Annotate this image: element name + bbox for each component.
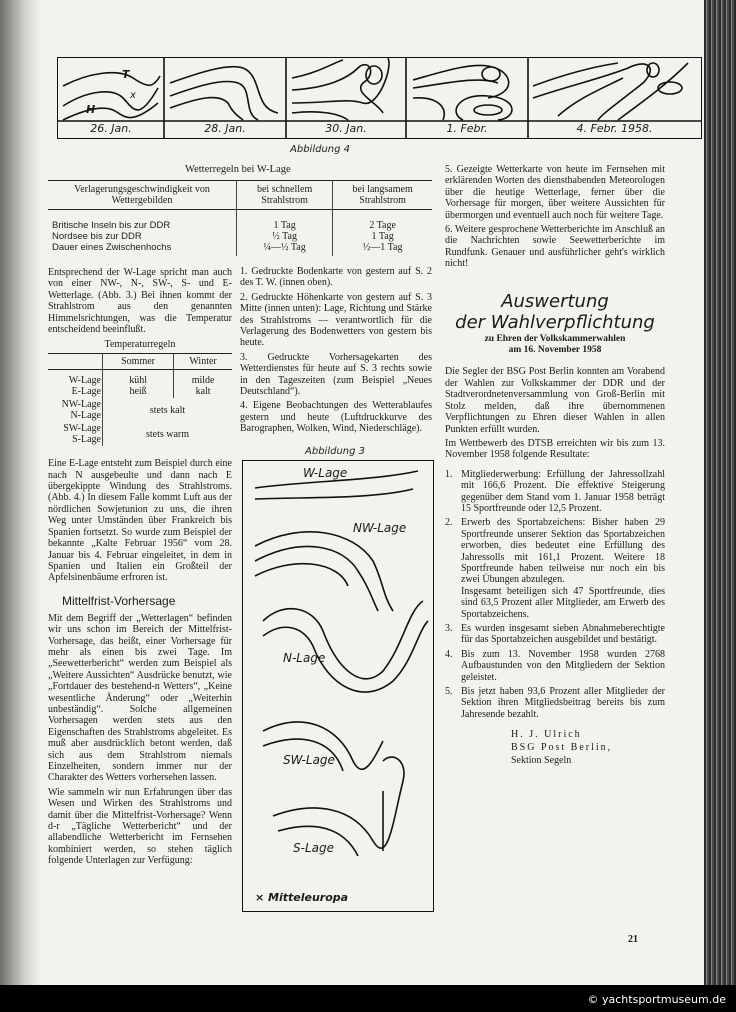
cell: NW-Lage N-Lage bbox=[61, 399, 101, 422]
cell: 2 Tage bbox=[369, 220, 396, 231]
cell: kalt bbox=[195, 386, 211, 398]
paragraph: Im Wettbewerb des DTSB erreichten wir bis zum 13. November 1958 folgende Resultate: bbox=[445, 437, 665, 461]
weather-rules-table bbox=[48, 180, 432, 256]
cell: 1 Tag bbox=[273, 220, 296, 231]
paragraph: Entsprechend der W-Lage spricht man auch von einer NW-, N-, SW-, S- und E-Wetterlage. (Abb. 3.) Bei ihnen kommt der Strahlstrom aus den genannten Himmelsrichtungen, was die Temperatur entscheidend beeinflußt. bbox=[48, 267, 232, 336]
article-title-line-1: Auswertung bbox=[501, 290, 609, 312]
item-number: 2. bbox=[445, 517, 453, 529]
cell: Dauer eines Zwischenhochs bbox=[52, 242, 172, 253]
page-number: 21 bbox=[628, 934, 638, 945]
cell: Nordsee bis zur DDR bbox=[52, 231, 142, 242]
cell: W-Lage bbox=[68, 375, 101, 387]
list-item: 3. Gedruckte Vorhersagekarten des Wetterdienstes für heute auf S. 3 rechts sowie in den Tageszeiten (zum Beispiel „Neues Deutschland“). bbox=[240, 351, 432, 398]
map-label-t: T bbox=[122, 68, 130, 81]
section-heading: Mittelfrist-Vorhersage bbox=[62, 593, 176, 608]
item-text: Es wurden insgesamt sieben Abnahmeberechtigte für das Sportabzeichen ausgebildet und bestätigt. bbox=[461, 623, 665, 646]
item-text: Bis jetzt haben 93,6 Prozent aller Mitglieder der Sektion ihren Mitgliedsbeitrag bereits bis zum Jahresende bezahlt. bbox=[461, 686, 665, 720]
item-text: Insgesamt beteiligen sich 47 Sportfreunde, dies sind 63,5 Prozent aller Mitglieder, am Erwerb des Sportabzeichens. bbox=[461, 585, 665, 620]
nw-lage-label: NW-Lage bbox=[353, 521, 407, 535]
table-header: Sommer bbox=[103, 353, 174, 369]
cell: kühl bbox=[129, 375, 147, 387]
date-label: 4. Febr. 1958. bbox=[576, 122, 653, 135]
figure-3 bbox=[242, 460, 434, 912]
cell: ½—1 Tag bbox=[362, 242, 403, 253]
list-item bbox=[445, 517, 665, 620]
paragraph: Die Segler der BSG Post Berlin konnten am Vorabend der Wahlen zur Volkskammer der DDR und der Stadtverordnetenversammlung von Groß-Berlin mit Stolz melden, daß ihre übernommenen Verpflichtungen zu Ehren dieser Wahlen in allen Punkten erfüllt wurden. bbox=[445, 366, 665, 435]
item-number: 5. bbox=[445, 686, 453, 698]
cell: milde bbox=[191, 375, 215, 387]
article-subtitle: am 16. November 1958 bbox=[508, 345, 602, 356]
figure-4-caption: Abbildung 4 bbox=[290, 144, 351, 155]
article-subtitle: zu Ehren der Volkskammerwahlen bbox=[484, 333, 626, 344]
table-row bbox=[48, 210, 432, 257]
author-name: H. J. Ulrich bbox=[511, 729, 582, 741]
table-row bbox=[48, 398, 232, 422]
list-item: 1. Gedruckte Bodenkarte von gestern auf S. 2 des T. W. (innen oben). bbox=[240, 266, 432, 289]
date-label: 30. Jan. bbox=[325, 122, 367, 135]
item-number: 3. bbox=[445, 623, 453, 634]
author-club: BSG Post Berlin, bbox=[511, 742, 613, 754]
left-column bbox=[48, 267, 232, 870]
map-label-x: x bbox=[130, 90, 136, 101]
signature bbox=[511, 728, 665, 767]
date-label: 26. Jan. bbox=[90, 122, 132, 135]
cell: ½ Tag bbox=[272, 231, 297, 242]
cell: stets warm bbox=[103, 422, 233, 446]
table-row bbox=[48, 370, 232, 399]
paragraph: Eine E-Lage entsteht zum Beispiel durch eine nach N ausgebeulte und dann nach E übergekippte Windung des Strahlstroms. (Abb. 4.) In diesem Falle kommt Luft aus der nördlichen Sowjetunion zu uns, die ihren Weg unter Umständen über Frankreich bis Spanien fortsetzt. So wurde zum Beispiel der bekannte „Kalte Februar 1956“ vom 28. Januar bis 4. Februar eingeleitet, in dem in Spanien und Italien ein Großteil der Apfelsinenbäume erfroren ist. bbox=[48, 458, 232, 584]
table-header: bei schnellem Strahlstrom bbox=[237, 181, 333, 210]
temperature-rules-table bbox=[48, 353, 232, 446]
cell: E-Lage bbox=[71, 386, 101, 398]
table-row bbox=[48, 422, 232, 446]
n-lage-label: N-Lage bbox=[283, 651, 326, 665]
table-header: Winter bbox=[174, 353, 232, 369]
cell: 1 Tag bbox=[371, 231, 394, 242]
table-header: bei langsamem Strahlstrom bbox=[333, 181, 432, 210]
cell: ¼—½ Tag bbox=[263, 242, 306, 253]
table-1-title: Wetterregeln bei W-Lage bbox=[185, 164, 291, 175]
table-2-title: Temperaturregeln bbox=[104, 339, 176, 351]
middle-column bbox=[240, 266, 432, 438]
figure-4-dates bbox=[58, 122, 701, 135]
paragraph: Wie sammeln wir nun Erfahrungen über das Wesen und Wirken des Strahlstroms und damit über die Mittelfrist-Vorhersage? Wenn d-r „Tägliche Wetterbericht“ und der allabendliche Wetterbericht im Fernsehen kombiniert werden, so stehen täglich folgende Unterlagen zur Verfügung: bbox=[48, 786, 232, 867]
figure-4 bbox=[57, 57, 702, 139]
cell: stets kalt bbox=[103, 398, 233, 422]
list-item bbox=[445, 623, 665, 646]
cell: SW-Lage S-Lage bbox=[63, 423, 101, 446]
item-number: 4. bbox=[445, 648, 453, 660]
legend-mitteleuropa: × Mitteleuropa bbox=[255, 891, 349, 904]
sw-lage-label: SW-Lage bbox=[283, 753, 335, 767]
date-label: 1. Febr. bbox=[446, 122, 488, 135]
list-item: 6. Weitere gesprochene Wetterberichte im Anschluß an die Nachrichten sowie Seewetterberichte im Rundfunk. Genauer und ausführlicher geht's wirklich nicht! bbox=[445, 224, 665, 270]
right-column bbox=[445, 164, 665, 767]
list-item bbox=[445, 686, 665, 720]
w-lage-label: W-Lage bbox=[303, 466, 348, 480]
item-text: Erwerb des Sportabzeichens: Bisher haben 29 Sportfreunde unserer Sektion das Sportabzeichen erworben, dies bedeutet eine Erfüllung des Jahressolls mit 161,1 Prozent. Weitere 18 Sportfreunde haben teilweise nur noch ein bis zwei Übungen abzulegen. bbox=[461, 517, 665, 586]
cell: heiß bbox=[129, 386, 147, 398]
map-label-h: H bbox=[86, 103, 96, 116]
results-list bbox=[445, 469, 665, 721]
list-item: 2. Gedruckte Höhenkarte von gestern auf S. 3 Mitte (innen unten): Lage, Richtung und Stärke des Strahlstroms — verantwortlich für die Verlagerung des Bodenwetters von gestern bis heute. bbox=[240, 291, 432, 349]
s-lage-label: S-Lage bbox=[293, 841, 334, 855]
book-gutter-shadow bbox=[0, 0, 40, 1012]
cell: Britische Inseln bis zur DDR bbox=[52, 220, 171, 231]
list-item: 4. Eigene Beobachtungen des Wetterablaufes gestern und heute (Luftdruckkurve des Barographen, Wolken, Wind, Niederschläge). bbox=[240, 400, 432, 435]
watermark: © yachtsportmuseum.de bbox=[587, 993, 726, 1006]
list-item bbox=[445, 649, 665, 683]
author-section: Sektion Segeln bbox=[511, 755, 572, 767]
item-text: Mitgliederwerbung: Erfüllung der Jahressollzahl mit 166,6 Prozent. Die effektive Steigerung gegenüber dem Stand vom 1. Januar 1958 beträgt 15 Sportfreunde oder 12,5 Prozent. bbox=[461, 468, 665, 514]
list-item: 5. Gezeigte Wetterkarte von heute im Fernsehen mit erklärenden Worten des diensthabenden Meteorologen über die heutige Wetterlage, ferner über die Vorhersage für morgen, über weitere Aussichten für übermorgen und eventuell auch noch für weitere Tage. bbox=[445, 164, 665, 221]
article-title-line-2: der Wahlverpflichtung bbox=[455, 311, 655, 333]
list-item bbox=[445, 469, 665, 515]
paragraph: Mit dem Begriff der „Wetterlagen“ befinden wir uns schon im Bereich der Mittelfrist-Vorhersage, das heißt, einer Vorhersage für mehr als einen bis zwei Tage. Im „Seewetterbericht“ werden zum Beispiel als „Weitere Aussichten“ Ausdrücke benutzt, wie „Fortdauer des bestehend-n Wetters“, „Keine wesentliche Änderung“ oder „Weiterhin unbeständig“. Solche allgemeinen Vorhersagen werden stets aus den Eigenschaften des Strahlstroms abgeleitet. Es muß aber ausdrücklich betont werden, daß sich aus dem Strahlstrom niemals Einzelheiten, sondern immer nur der Charakter des Wetters vorhersehen lassen. bbox=[48, 612, 232, 784]
item-number: 1. bbox=[445, 468, 453, 480]
figure-3-caption: Abbildung 3 bbox=[305, 446, 366, 457]
date-label: 28. Jan. bbox=[204, 122, 246, 135]
table-header: Verlagerungsgeschwindigkeit von Wettergebilden bbox=[74, 184, 210, 206]
item-text: Bis zum 13. November 1958 wurden 2768 Aufbaustunden von den Mitgliedern der Sektion geleistet. bbox=[461, 648, 665, 683]
book-page-edges bbox=[704, 0, 736, 985]
